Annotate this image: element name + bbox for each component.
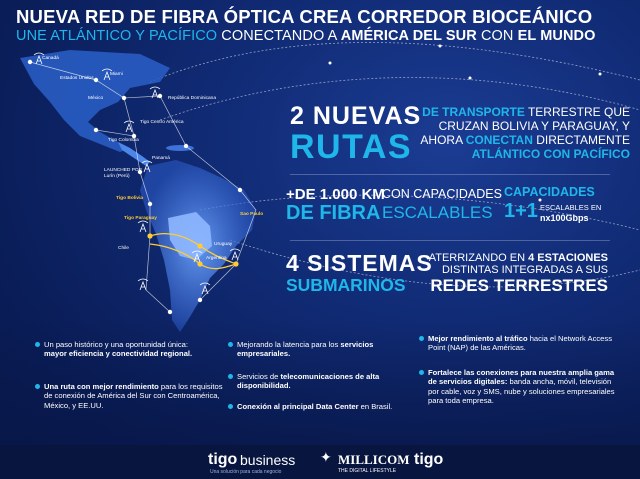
stat3-number: 4 SISTEMAS [286,250,433,276]
business-logo: business [240,452,296,468]
americas-map [0,50,300,332]
bullet-item: Mejor rendimiento al tráfico hacia el Network Access Point (NAP) de las Américas. [428,334,618,353]
millicom-tagline: THE DIGITAL LIFESTYLE [338,468,397,474]
cap-sub: ESCALABLES EN [540,203,602,212]
stat1-text: DE TRANSPORTE TERRESTRE QUE CRUZAN BOLIVIA Y PARAGUAY, Y AHORA CONECTAN DIRECTAMENTE ATLÁNTICO CON PACÍFICO [420,105,630,161]
stat3-emph: REDES TERRESTRES [430,276,608,295]
tigo-logo-2: tigo [414,451,444,468]
bullet-item: Servicios de telecomunicaciones de alta disponibilidad. [237,372,397,391]
cap-title: CAPACIDADES [504,185,595,199]
stat1-number: 2 NUEVAS [290,102,422,130]
map-label: LAUNCHED POP Lurín (Perú) [104,168,142,179]
stat2-number: +DE 1.000 KM [286,186,385,203]
map-label: Chile [118,246,129,251]
map-label: Estados Unidos [60,76,94,81]
stat-fiber-km [286,182,636,228]
map-svg [0,50,300,332]
stat2-word: DE FIBRA [286,202,381,224]
map-label: Canadá [42,56,59,61]
millicom-logo: MILLICOM [338,452,410,467]
stat3-word: SUBMARINOS [286,275,406,295]
map-label: Tigo Paraguay [124,216,157,221]
bullet-item: Fortalece las conexiones para nuestra amplia gama de servicios digitales: banda ancha, móvil, televisión por cable, voz y SMS, nube y soluciones empresariales para toda empresa. [428,368,624,406]
bullet-item: Una ruta con mejor rendimiento para los requisitos de conexión de América del Sur con Centroamérica, México, y EE.UU. [44,382,223,410]
map-label: Tigo Colombia [108,138,139,143]
star-icon: ✦ [320,449,332,465]
bullet-item: Mejorando la latencia para los servicios empresariales. [237,340,397,359]
stat-new-routes [290,102,630,164]
map-label: Miami [110,72,123,77]
stat2-label: CON CAPACIDADES [382,187,502,201]
divider [290,174,610,175]
map-label: República Dominicana [168,96,216,101]
business-tagline: Una solución para cada negocio [210,469,282,475]
map-label: Tigo Bolivia [116,196,144,201]
map-label: Tigo Centro América [140,120,184,125]
tigo-logo: tigo [208,451,238,468]
map-label: Sao Paulo [240,212,264,217]
cap-value: 1+1 [504,200,538,222]
stat1-word: RUTAS [290,128,413,166]
page-subtitle: UNE ATLÁNTICO Y PACÍFICO CONECTANDO A AMÉRICA DEL SUR CON EL MUNDO [16,28,596,44]
stat3-text: ATERRIZANDO EN 4 ESTACIONES DISTINTAS INTEGRADAS A SUS [428,252,608,276]
divider [290,240,610,241]
stat2-label: ESCALABLES [382,203,493,222]
map-label: Argentina [206,256,227,261]
footer-logos [0,445,640,479]
map-label: Uruguay [214,242,233,247]
cap-unit: nx100Gbps [540,213,589,223]
stat-submarine [286,250,636,300]
page-title: NUEVA RED DE FIBRA ÓPTICA CREA CORREDOR BIOCEÁNICO [16,6,593,27]
bullet-item: Conexión al principal Data Center en Brasil. [237,402,407,411]
map-label: México [88,96,104,101]
map-label: Panamá [152,156,170,161]
bullets-panel [0,318,640,445]
bullet-item: Un paso histórico y una oportunidad única: mayor eficiencia y conectividad regional. [44,340,224,359]
